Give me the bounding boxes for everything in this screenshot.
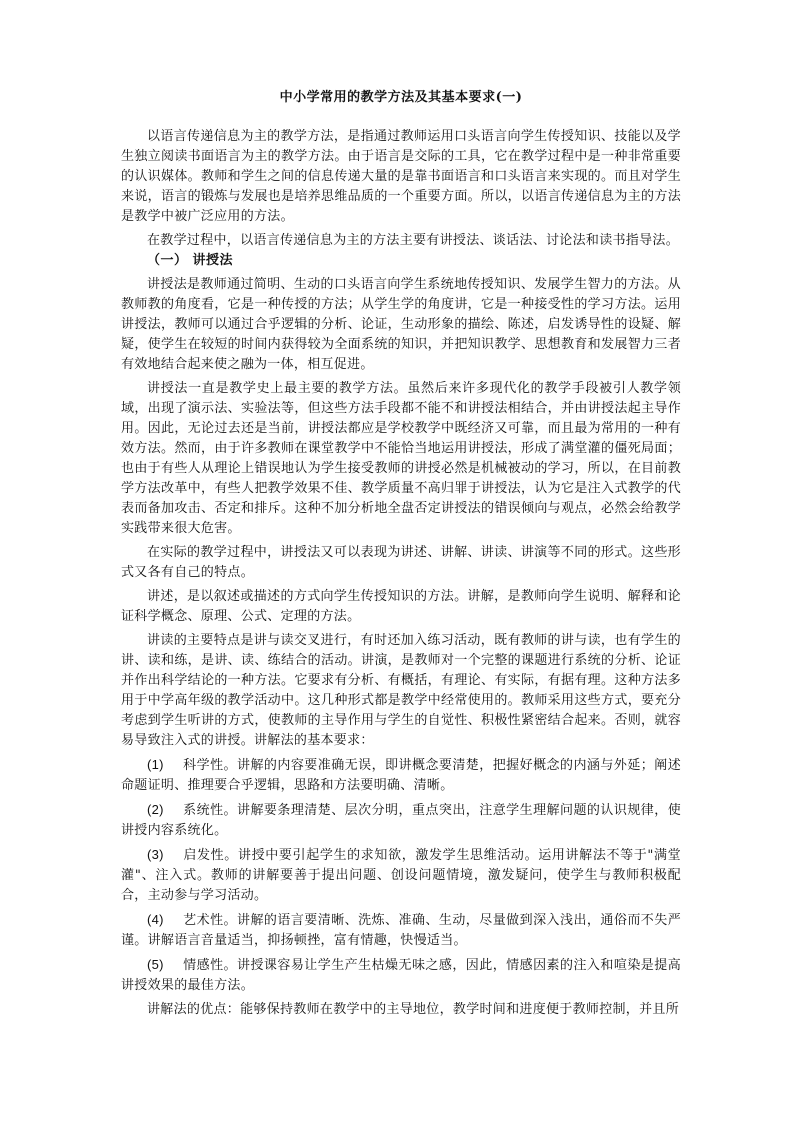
requirement-text: 启发性。讲授中要引起学生的求知欲，激发学生思维活动。运用讲解法不等于"满堂灌"、注入式。教师的讲解要善于提出问题、创设问题情境，激发疑问，使学生与教师积极配合，主动参与学习活动。: [121, 848, 681, 903]
intro-paragraph-2: 在教学过程中，以语言传递信息为主的方法主要有讲授法、谈话法、讨论法和读书指导法。: [147, 233, 680, 248]
requirement-item: [121, 800, 681, 841]
requirement-number: (1): [147, 757, 164, 772]
section-paragraph-1: 讲授法是教师通过简明、生动的口头语言向学生系统地传授知识、发展学生智力的方法。从教师教的角度看，它是一种传授的方法；从学生学的角度讲，它是一种接受性的学习方法。运用讲授法，教师可以通过合乎逻辑的分析、论证，生动形象的描绘、陈述，启发诱导性的设疑、解疑，使学生在较短的时间内获得较为全面系统的知识，并把知识教学、思想教育和发展智力三者有效地结合起来使之融为一体，相互促进。: [121, 277, 681, 372]
requirement-number: (2): [147, 802, 164, 817]
document-page: [121, 86, 681, 1020]
requirement-number: (5): [147, 957, 164, 972]
requirement-item: [121, 755, 681, 796]
requirement-text: 艺术性。讲解的语言要清晰、洗炼、准确、生动，尽量做到深入浅出，通俗而不失严谨。讲解语言音量适当，抑扬顿挫，富有情趣，快慢适当。: [121, 913, 681, 948]
section-paragraph-5: 讲读的主要特点是讲与读交叉进行，有时还加入练习活动，既有教师的讲与读，也有学生的讲、读和练，是讲、读、练结合的活动。讲演，是教师对一个完整的课题进行系统的分析、论证并作出科学结论的一种方法。它要求有分析、有概括，有理论、有实际，有据有理。这种方法多用于中学高年级的教学活动中。这几种形式都是教学中经常使用的。教师采用这些方式，要充分考虑到学生听讲的方式，使教师的主导作用与学生的自觉性、积极性紧密结合起来。否则，就容易导致注入式的讲授。讲解法的基本要求：: [121, 633, 681, 748]
document-title: 中小学常用的教学方法及其基本要求(一): [279, 90, 523, 105]
requirement-text: 科学性。讲解的内容要准确无误，即讲概念要清楚，把握好概念的内涵与外延；阐述命题证明、推理要合乎逻辑，思路和方法要明确、清晰。: [121, 758, 681, 793]
requirement-number: (4): [147, 912, 164, 927]
requirement-item: [121, 955, 681, 996]
requirement-text: 情感性。讲授课容易让学生产生枯燥无味之感，因此，情感因素的注入和喧染是提高讲授效果的最佳方法。: [121, 958, 681, 993]
intro-paragraph-1: 以语言传递信息为主的教学方法，是指通过教师运用口头语言向学生传授知识、技能以及学生独立阅读书面语言为主的教学方法。由于语言是交际的工具，它在教学过程中是一种非常重要的认识媒体。教师和学生之间的信息传递大量的是靠书面语言和口头语言来实现的。而且对学生来说，语言的锻炼与发展也是培养思维品质的一个重要方面。所以，以语言传递信息为主的方法是教学中被广泛应用的方法。: [121, 129, 681, 224]
section-paragraph-2: 讲授法一直是教学史上最主要的教学方法。虽然后来许多现代化的教学手段被引人教学领域，出现了演示法、实验法等，但这些方法手段都不能不和讲授法相结合，并由讲授法起主导作用。因此，无论过去还是当前，讲授法都应是学校教学中既经济又可靠，而且最为常用的一种有效方法。然而，由于许多教师在课堂教学中不能恰当地运用讲授法，形成了满堂灌的僵死局面；也由于有些人从理论上错误地认为学生接受教师的讲授必然是机械被动的学习，所以，在目前教学方法改革中，有些人把教学效果不佳、教学质量不高归罪于讲授法，认为它是注入式教学的代表而备加攻击、否定和排斥。这种不加分析地全盘否定讲授法的错误倾向与观点，必然会给教学实践带来很大危害。: [121, 381, 681, 536]
section-paragraph-4: 讲述，是以叙述或描述的方式向学生传授知识的方法。讲解，是教师向学生说明、解释和论证科学概念、原理、公式、定理的方法。: [121, 589, 681, 624]
requirement-text: 系统性。讲解要条理清楚、层次分明，重点突出，注意学生理解问题的认识规律，使讲授内容系统化。: [121, 803, 681, 838]
closing-paragraph: 讲解法的优点：能够保持教师在教学中的主导地位，教学时间和进度便于教师控制，并且所: [147, 1002, 680, 1017]
requirement-item: [121, 910, 681, 951]
section-paragraph-3: 在实际的教学过程中，讲授法又可以表现为讲述、讲解、讲读、讲演等不同的形式。这些形式又各有自己的特点。: [121, 545, 681, 580]
requirement-item: [121, 845, 681, 906]
section-heading: （一） 讲授法: [147, 253, 234, 268]
requirement-number: (3): [147, 847, 164, 862]
